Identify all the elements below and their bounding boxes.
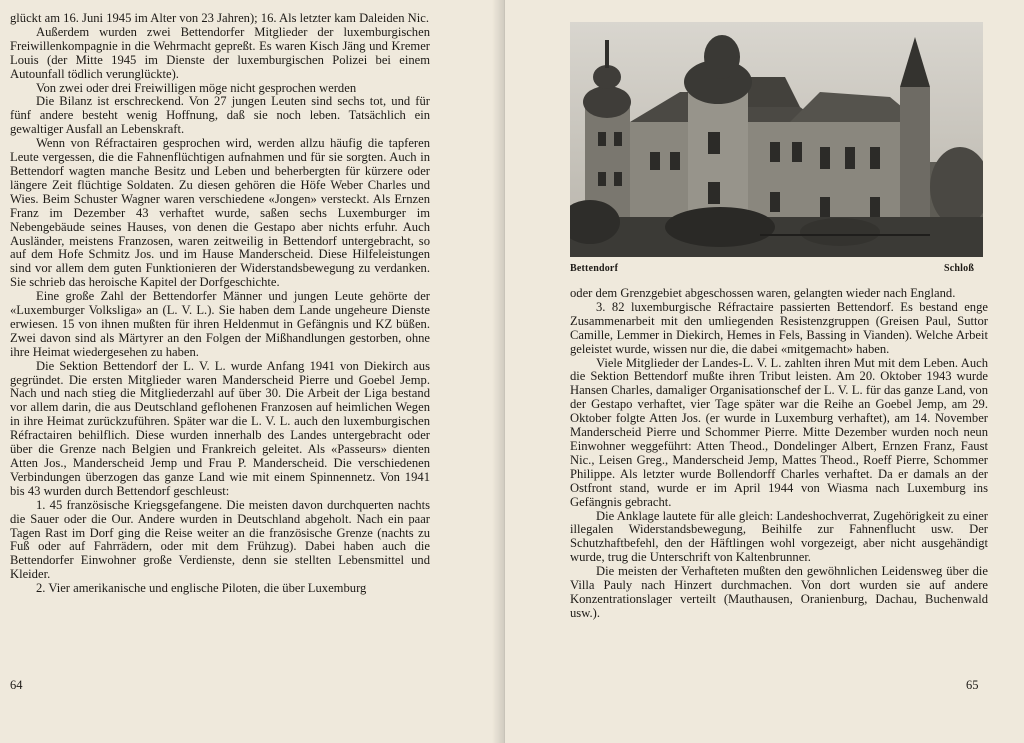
paragraph: 2. Vier amerikanische und englische Piloten, die über Luxemburg	[36, 581, 367, 596]
paragraph: Die Sektion Bettendorf der L. V. L. wurde Anfang 1941 von Diekirch aus gegründet. Die ersten Mitglieder waren Manderscheid Pierre und Goebel Jemp. Nach und nach stieg die Mitgliederzahl auf über 30. Die Arbeit der Liga bestand vor allem darin, die aus Deutschland geflohenen Franzosen auf heimlichen Wegen in ihre Heimat zurückzuführen. Später war die L. V. L. auch den luxemburgischen Réfractairen behilflich. Diese wurden innerhalb des Landes untergebracht oder über die Grenze nach Belgien und Frankreich geleitet. Als «Passeurs» dienten Atten Jos., Manderscheid Jemp und Frau P. Manderscheid. Die verschiedenen Verbindungen überzogen das ganze Land wie mit einem Spinnennetz. Von 1941 bis 43 wurden durch Bettendorf geschleust:	[10, 358, 430, 498]
paragraph: Eine große Zahl der Bettendorfer Männer und jungen Leute gehörte der «Luxemburger Volksliga» an (L. V. L.). Sie haben dem Lande ungeheure Dienste erwiesen. 15 von ihnen mußten für ihren Heldenmut in Gefängnis und KZ büßen. Zwei davon sind als Märtyrer an den Folgen der Mißhandlungen gestorben, ohne ihre Heimat wiedergesehen zu haben.	[10, 289, 430, 359]
page-number: 65	[966, 678, 979, 692]
paragraph: Viele Mitglieder der Landes-L. V. L. zahlten ihren Mut mit dem Leben. Auch die Sektion Bettendorf mußte ihren Tribut leisten. Am 20. Oktober 1943 wurde Hansen Charles, damaliger Organisationschef der L. V. L. für das ganze Land, von der Gestapo verhaftet, vier Tage später war die Reihe an Goebel Jemp, am 29. Oktober folgte Atten Jos. (er wurde in Luxemburg verhaftet), am 14. November Manderscheid Pierre und Schommer Pierre. Mitte Dezember wurden noch neun Einwohner weggeführt: Atten Theod., Dondelinger Albert, Ernzen Franz, Faust Nic., Leisen Greg., Manderscheid Jemp, Mattes Theod., Roeff Pierre, Schommer Philippe. Als letzter wurde Bollendorff Charles verhaftet. Da er damals an der Ostfront stand, wurde er im April 1944 von Wiasma nach Luxemburg ins Gefängnis gebracht.	[570, 355, 988, 509]
page-number: 64	[10, 678, 23, 692]
castle-illustration	[570, 22, 983, 257]
paragraph: 1. 45 französische Kriegsgefangene. Die meisten davon durchquerten nachts die Sauer oder die Our. Andere wurden in Deutschland abgeholt. Nach ein paar Tagen Rast im Dorf ging die Reise weiter an die französische Grenze (nachts zu Fuß oder auf Fahrrädern, oder mit dem Frühzug). Dabei haben auch die Bettendorfer Einwohner große Verdienste, denn sie stellten Lebensmittel und Kleider.	[10, 497, 430, 582]
castle-photo	[570, 22, 983, 257]
left-page	[0, 0, 505, 743]
paragraph: 3. 82 luxemburgische Réfractaire passierten Bettendorf. Es bestand enge Zusammenarbeit mit den umliegenden Resistenzgruppen (Greisen Paul, Suttor Camille, Lemmer in Diekirch, Hemes in Fels, Bassing in Vianden). Welche Arbeit geleistet wurde, wissen nur die, die dabei «mitgemacht» haben.	[570, 299, 988, 356]
paragraph: Außerdem wurden zwei Bettendorfer Mitglieder der luxemburgischen Freiwillenkompagnie in die Wehrmacht gepreßt. Es waren Kisch Jäng und Kremer Louis (der Mitte 1945 im Dienste der luxemburgischen Polizei bei einem Autounfall tödlich verunglückte).	[10, 24, 430, 81]
left-page-text	[10, 12, 430, 596]
paragraph: Die Anklage lautete für alle gleich: Landeshochverrat, Zugehörigkeit zu einer illegalen Widerstandsbewegung, Beihilfe zur Fahnenflucht usw. Der Schutzhaftbefehl, den der Häftlingen wohl vorgezeigt, aber nicht ausgehändigt wurde, trug die Unterschrift von Kaltenbrunner.	[570, 508, 988, 565]
paragraph: Die meisten der Verhafteten mußten den gewöhnlichen Leidensweg über die Villa Pauly nach Hinzert durchmachen. Von dort wurden sie auf andere Konzentrationslager verteilt (Mauthausen, Oranienburg, Dachau, Buchenwald usw.).	[570, 564, 988, 620]
paragraph: oder dem Grenzgebiet abgeschossen waren, gelangten wieder nach England.	[570, 286, 956, 300]
photo-caption-subject: Schloß	[944, 263, 975, 274]
right-page-text	[570, 287, 988, 621]
paragraph: Wenn von Réfractairen gesprochen wird, werden allzu häufig die tapferen Leute vergessen, die die Fahnenflüchtigen aufnahmen und für sie sorgten. Auch in Bettendorf wagten manche Besitz und Leben und beherbergten für kürzere oder längere Zeit flüchtige Soldaten. Zu diesen gehören die Höfe Weber Charles und Wies. Beim Schuster Wagner waren verschiedene «Jongen» versteckt. Als Ernzen Franz im Dezember 43 verhaftet wurde, saßen sechs Luxemburger im Nebengebäude seines Hauses, von denen die Gestapo aber nichts erfuhr. Auch Ausländer, meistens Franzosen, waren zeitweilig in Bettendorf untergebracht, so auf dem Hofe Schmitz Jos. und im Hause Manderscheid. Diese Hilfeleistungen sind vor allem dem guten Funktionieren der Widerstandsbewegung zu verdanken. Sie schrieb das heroische Kapitel der Dorfgeschichte.	[10, 136, 430, 290]
paragraph: Die Bilanz ist erschreckend. Von 27 jungen Leuten sind sechs tot, und für fünf andere besteht wenig Hoffnung, daß sie noch leben. Tatsächlich ein gewaltiger Ausfall an Lebenskraft.	[10, 94, 430, 137]
photo-caption-place: Bettendorf	[570, 263, 619, 274]
paragraph: glückt am 16. Juni 1945 im Alter von 23 Jahren); 16. Als letzter kam Daleiden Nic.	[10, 11, 430, 25]
paragraph: Von zwei oder drei Freiwilligen möge nicht gesprochen werden	[36, 80, 357, 95]
